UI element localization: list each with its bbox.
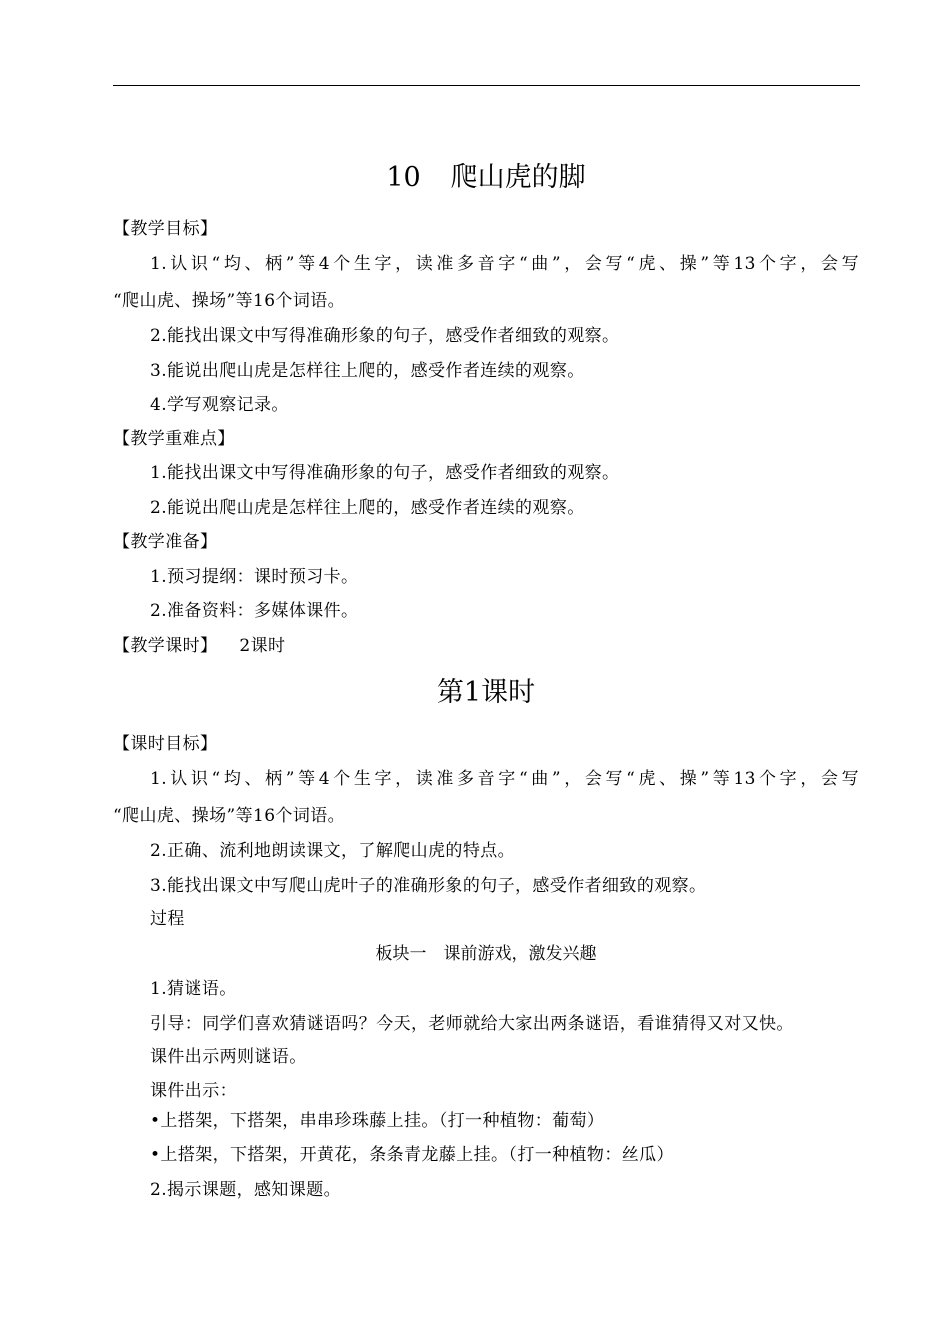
key-points-item: 1.能找出课文中写得准确形象的句子，感受作者细致的观察。 <box>150 463 620 483</box>
lesson1-objective: 3.能找出课文中写爬山虎叶子的准确形象的句子，感受作者细致的观察。 <box>150 876 707 896</box>
objectives-item: “爬山虎、操场”等16个词语。 <box>113 291 346 311</box>
process-label: 过程 <box>150 909 185 929</box>
periods-heading: 【教学课时】 <box>113 636 218 656</box>
lesson1-objective: “爬山虎、操场”等16个词语。 <box>113 806 346 826</box>
section-title: 板块一 课前游戏，激发兴趣 <box>375 944 597 964</box>
process-step: 课件出示： <box>150 1081 237 1101</box>
objectives-item: 1.认识“均、柄”等4个生字，读准多音字“曲”，会写“虎、操”等13个字，会写 <box>150 254 859 274</box>
key-points-item: 2.能说出爬山虎是怎样往上爬的，感受作者连续的观察。 <box>150 498 585 518</box>
objectives-heading: 【教学目标】 <box>113 219 218 239</box>
process-step: 课件出示两则谜语。 <box>150 1047 307 1067</box>
header-rule <box>113 85 860 86</box>
riddle-item: •上搭架，下搭架，串串珍珠藤上挂。（打一种植物：葡萄） <box>150 1111 605 1131</box>
lesson-name: 爬山虎的脚 <box>450 162 586 193</box>
process-step: 引导：同学们喜欢猜谜语吗？今天，老师就给大家出两条谜语，看谁猜得又对又快。 <box>150 1014 794 1034</box>
process-step: 2.揭示课题，感知课题。 <box>150 1180 342 1200</box>
periods-value: 2课时 <box>239 636 286 656</box>
preparation-item: 2.准备资料：多媒体课件。 <box>150 601 359 621</box>
key-points-heading: 【教学重难点】 <box>113 429 235 449</box>
lesson1-title: 第1课时 <box>436 677 536 708</box>
lesson1-objectives-heading: 【课时目标】 <box>113 734 218 754</box>
objectives-item: 2.能找出课文中写得准确形象的句子，感受作者细致的观察。 <box>150 326 620 346</box>
preparation-item: 1.预习提纲：课时预习卡。 <box>150 567 359 587</box>
riddle-item: •上搭架，下搭架，开黄花，条条青龙藤上挂。（打一种植物：丝瓜） <box>150 1145 674 1165</box>
page-title <box>0 162 950 194</box>
lesson1-objective: 2.正确、流利地朗读课文，了解爬山虎的特点。 <box>150 841 516 861</box>
lesson1-objective: 1.认识“均、柄”等4个生字，读准多音字“曲”，会写“虎、操”等13个字，会写 <box>150 769 859 789</box>
periods-line <box>113 636 285 656</box>
lesson-number: 10 <box>386 162 421 193</box>
objectives-item: 3.能说出爬山虎是怎样往上爬的，感受作者连续的观察。 <box>150 361 585 381</box>
objectives-item: 4.学写观察记录。 <box>150 395 289 415</box>
preparation-heading: 【教学准备】 <box>113 532 218 552</box>
process-step: 1.猜谜语。 <box>150 979 237 999</box>
